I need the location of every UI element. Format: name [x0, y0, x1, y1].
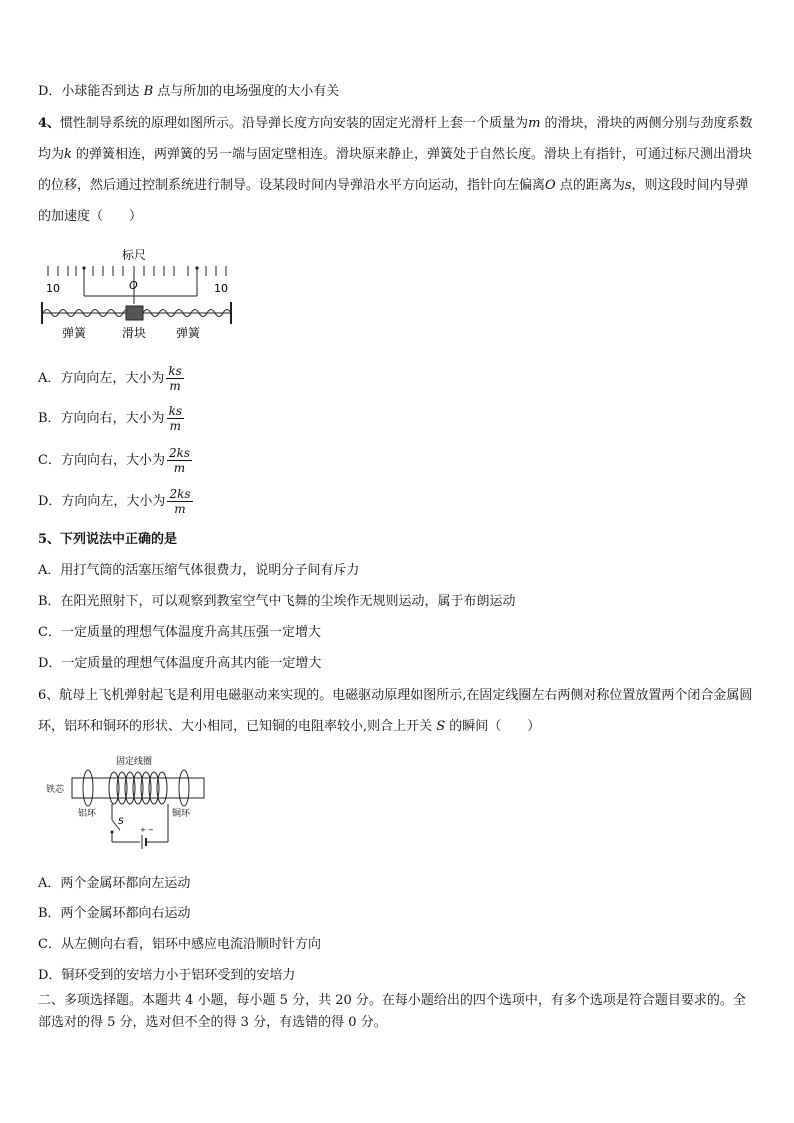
- q4-stem: 4、惯性制导系统的原理如图所示。沿导弹长度方向安装的固定光滑杆上套一个质量为m 的滑块，滑块的两侧分别与劲度系数均为k 的弹簧相连，两弹簧的另一端与固定壁相连。滑块原来静止，弹簧处于自然长度。滑块上有指针，可通过标尺测出滑块的位移，然后通过控制系统进行制导。设某段时间内导弹沿水平方向运动，指针向左偏离O 点的距离为s，则这段时间内导弹的加速度（ ）: [38, 116, 753, 224]
- q6-option-d: D．铜环受到的安培力小于铝环受到的安培力: [38, 968, 296, 983]
- ruler-ticks: [48, 266, 226, 276]
- ruler-center-o: O: [129, 279, 138, 292]
- q6-figure-electromagnetic-drive: [44, 752, 214, 852]
- q3-option-d: D．小球能否到达 B 点与所加的电场强度的大小有关: [38, 84, 340, 99]
- battery-minus: −: [148, 826, 154, 834]
- q5-option-b: B．在阳光照射下，可以观察到教室空气中飞舞的尘埃作无规则运动，属于布朗运动: [38, 594, 516, 609]
- ruler-left-number: 10: [46, 282, 60, 295]
- label-slider: 滑块: [122, 326, 147, 340]
- q4-option-c: C．方向向右，大小为 $\frac{2ks}{m}$: [38, 446, 191, 475]
- q6-option-b: B．两个金属环都向右运动: [38, 906, 191, 921]
- q5-option-a: A．用打气筒的活塞压缩气体很费力，说明分子间有斥力: [38, 563, 360, 578]
- q6-option-c: C．从左侧向右看，铝环中感应电流沿顺时针方向: [38, 937, 321, 952]
- q6-option-a: A．两个金属环都向左运动: [38, 876, 191, 891]
- q4-option-d: D．方向向左，大小为 $\frac{2ks}{m}$: [38, 487, 191, 516]
- q5-option-d: D．一定质量的理想气体温度升高其内能一定增大: [38, 656, 322, 671]
- label-fixed-coil: 固定线圈: [116, 757, 153, 767]
- label-copper-ring: 铜环: [172, 809, 191, 819]
- copper-ring: [179, 770, 189, 806]
- section-2-header: 二、多项选择题。本题共 4 小题，每小题 5 分，共 20 分。在每小题给出的四个选项中，有多个选项是符合题目要求的。全部选对的得 5 分，选对但不全的得 3 分，有选错的得 0 分。: [38, 993, 746, 1030]
- q5-title: 5、下列说法中正确的是: [38, 532, 178, 547]
- slider-block: [126, 306, 143, 320]
- battery-plus: +: [140, 826, 146, 834]
- q6-stem: 6、航母上飞机弹射起飞是利用电磁驱动来实现的。电磁驱动原理如图所示,在固定线圈左右两侧对称位置放置两个闭合金属圆环，铝环和铜环的形状、大小相同，已知铜的电阻率较小,则合上开关 S 的瞬间（ ）: [38, 688, 753, 734]
- label-aluminium-ring: 铝环: [78, 809, 97, 819]
- label-iron-core: 铁芯: [46, 785, 65, 795]
- label-switch-s: S: [118, 817, 124, 827]
- ruler-right-number: 10: [214, 282, 228, 295]
- coil-loops: [109, 772, 167, 804]
- q4-option-b: B．方向向右，大小为 $\frac{ks}{m}$: [38, 404, 182, 433]
- q5-option-c: C．一定质量的理想气体温度升高其压强一定增大: [38, 625, 321, 640]
- iron-core: [72, 778, 204, 798]
- q4-figure-inertial-guidance: [38, 244, 238, 344]
- aluminium-ring: [83, 770, 93, 806]
- label-spring-right: 弹簧: [176, 326, 201, 340]
- ruler-label: 标尺: [122, 248, 147, 262]
- label-spring-left: 弹簧: [62, 326, 87, 340]
- q4-option-a: A．方向向左，大小为 $\frac{ks}{m}$: [38, 364, 182, 393]
